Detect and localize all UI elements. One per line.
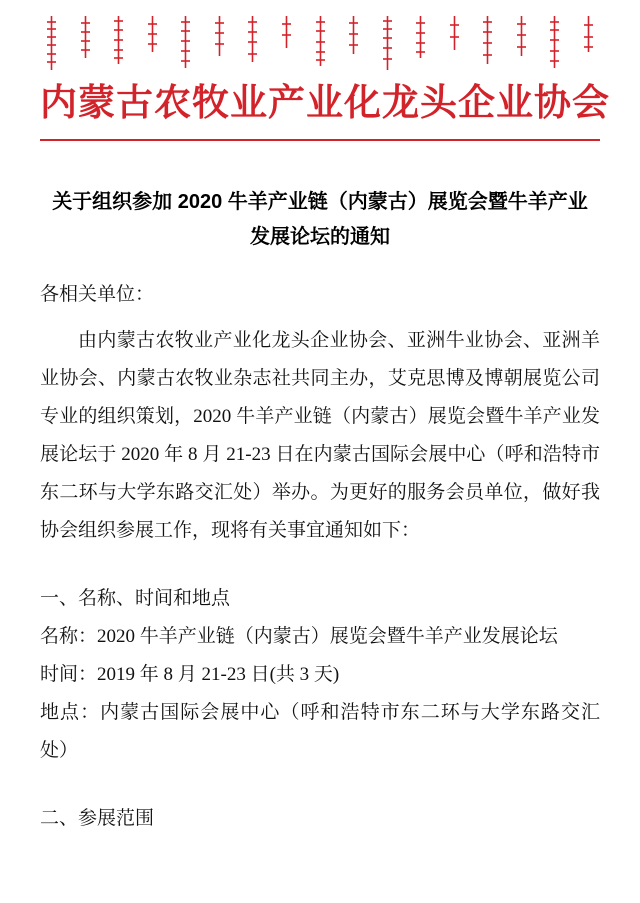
mongolian-glyph-icon [180, 14, 191, 70]
mongolian-glyph-icon [315, 14, 326, 68]
section-1-item-location: 地点：内蒙古国际会展中心（呼和浩特市东二环与大学东路交汇处） [40, 701, 600, 761]
mongolian-glyph-icon [147, 14, 158, 54]
letterhead-divider [40, 139, 600, 141]
mongolian-glyph-icon [281, 14, 292, 50]
document-title: 关于组织参加 2020 牛羊产业链（内蒙古）展览会暨牛羊产业发展论坛的通知 [52, 191, 588, 249]
mongolian-glyph-icon [348, 14, 359, 56]
mongolian-glyph-icon [583, 14, 594, 54]
mongolian-glyph-icon [247, 14, 258, 64]
mongolian-glyph-icon [113, 14, 124, 66]
mongolian-glyph-icon [516, 14, 527, 58]
mongolian-glyph-icon [46, 14, 57, 72]
mongolian-glyph-icon [80, 14, 91, 60]
mongolian-glyph-icon [549, 14, 560, 70]
section-heading-2: 二、参展范围 [40, 807, 155, 829]
salutation: 各相关单位： [40, 284, 155, 306]
body-paragraph: 由内蒙古农牧业产业化龙头企业协会、亚洲牛业协会、亚洲羊业协会、内蒙古农牧业杂志社共同主办，艾克思博及博朝展览公司专业的组织策划，2020 牛羊产业链（内蒙古）展览会暨牛羊产业发展论坛于 2020 年 8 月 21-23 日在内蒙古国际会展中心（呼和浩特市东二环与大学东路交汇处）举办。为更好的服务会员单位，做好我协会组织参展工作，现将有关事宜通知如下： [40, 329, 600, 541]
section-1-item-name: 名称：2020 牛羊产业链（内蒙古）展览会暨牛羊产业发展论坛 [40, 625, 558, 647]
mongolian-glyph-icon [482, 14, 493, 66]
mongolian-glyph-icon [214, 14, 225, 58]
mongolian-glyph-icon [415, 14, 426, 60]
organization-name: 内蒙古农牧业产业化龙头企业协会 [40, 82, 610, 123]
letterhead [40, 0, 610, 141]
section-1-item-time: 时间：2019 年 8 月 21-23 日(共 3 天) [40, 663, 340, 685]
mongolian-glyph-icon [382, 14, 393, 72]
mongolian-script-band [40, 14, 600, 76]
section-heading-1: 一、名称、时间和地点 [40, 587, 231, 609]
mongolian-glyph-icon [449, 14, 460, 52]
